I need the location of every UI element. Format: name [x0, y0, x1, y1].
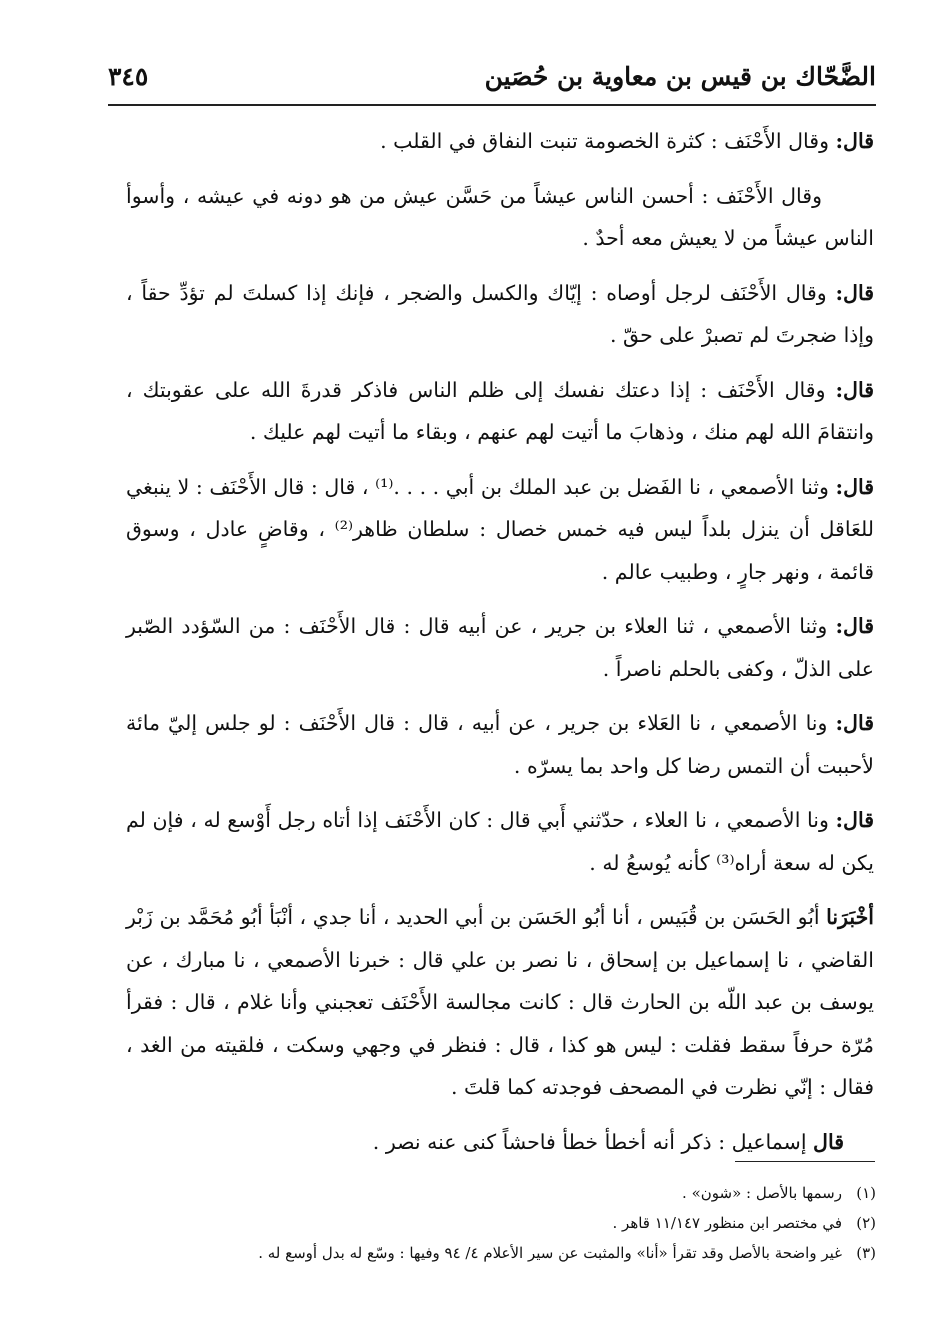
paragraph-text: وثنا الأصمعي ، ثنا العلاء بن جرير ، عن أبيه قال : قال الأَحْنَف : من السّؤدد الصّبر على الذلّ ، وكفى بالحلم ناصراً .	[126, 614, 874, 681]
paragraph-text: وقال الأَحْنَف : أحسن الناس عيشاً من حَسَّن عيش من هو دونه في عيشه ، وأسوأ الناس عيشاً من لا يعيش معه أحدٌ .	[126, 183, 874, 250]
paragraph	[126, 175, 874, 260]
paragraph-lead: أخْبَرَنا	[826, 905, 874, 929]
paragraph-text: ونا الأصمعي ، نا العَلاء بن جرير ، عن أبيه ، قال : قال الأَحْنَف : لو جلس إليّ مائة لأحببت أن التمس رضا كل واحد بما يسرّه .	[126, 711, 874, 778]
paragraph-lead: قال:	[835, 280, 874, 305]
footnote	[150, 1178, 876, 1208]
paragraph-lead: قال:	[835, 808, 874, 832]
paragraph	[126, 466, 874, 594]
paragraph-text: أبُو الحَسَن بن قُبَيس ، أنا أبُو الحَسَن بن أبي الحديد ، أنا جدي ، أنْبَأ أبُو مُحَمَّد بن زَبْر القاضي ، نا إسماعيل بن إسحاق ، نا نصر بن علي قال : خبرنا الأصمعي ، نا مبارك ، عن يوسف بن عبد اللّه بن الحارث قال : كانت مجالسة الأَحْنَف تعجبني وأنا غلام ، قال : فقرأ مُرّة حرفاً سقط فقلت : ليس هو كذا ، قال : فنظر في وجهي وسكت ، فلقيته من الغد ، فقال : إنّي نظرت في المصحف فوجدته كما قلتَ .	[126, 905, 874, 1099]
footnote-text: غير واضحة بالأصل وقد تقرأ «أنا» والمثبت عن سير الأعلام ٤/ ٩٤ وفيها : وسّع له بدل أوسع له .	[258, 1244, 842, 1262]
footnote	[150, 1238, 876, 1268]
paragraph	[126, 120, 874, 163]
page-number: ٣٤٥	[108, 62, 149, 91]
body-text	[126, 120, 874, 1175]
footnote	[150, 1208, 876, 1238]
paragraph	[126, 605, 874, 690]
paragraph-lead: قال:	[835, 614, 874, 638]
paragraph	[126, 369, 874, 454]
paragraph-lead: قال:	[835, 377, 874, 402]
paragraph-text: وقال الأَحْنَف لرجل أوصاه : إيّاك والكسل والضجر ، فإنك إذا كسلتَ لم تؤدِّ حقاً ، وإذا ضجرتَ لم تصبرْ على حقّ .	[126, 280, 874, 347]
paragraph	[126, 799, 874, 884]
footnote-number: (٢)	[856, 1214, 876, 1232]
footnote-number: (١)	[856, 1184, 876, 1202]
footnotes	[150, 1178, 876, 1268]
paragraph-text: وقال الأَحْنَف : كثرة الخصومة تنبت النفاق في القلب .	[380, 129, 836, 153]
footnote-text: في مختصر ابن منظور ١١/١٤٧ قاهر .	[612, 1214, 842, 1232]
paragraph-text: وثنا الأصمعي ، نا الفَضل بن عبد الملك بن أبي . . . .⁽¹⁾ ، قال : قال الأَحْنَف : لا ينبغي للعَاقل أن ينزل بلداً ليس فيه خمس خصال : سلطان ظاهر⁽²⁾ ، وقاضٍ عادل ، وسوق قائمة ، ونهر جارٍ ، وطبيب عالم .	[126, 474, 875, 584]
page-header	[108, 56, 876, 102]
paragraph-text: ونا الأصمعي ، نا العلاء ، حدّثني أَبي قال : كان الأَحْنَف إذا أتاه رجل أَوْسع له ، فإن لم يكن له سعة أراه⁽³⁾ كأنه يُوسعُ له .	[126, 808, 874, 875]
paragraph-text: وقال الأَحْنَف : إذا دعتك نفسك إلى ظلم الناس فاذكر قدرةَ الله على عقوبتك ، وانتقامَ الله لهم منك ، وذهابَ ما أتيت لهم عنهم ، وبقاء ما أتيت لهم عليك .	[126, 377, 874, 444]
paragraph-lead: قال:	[835, 129, 874, 153]
paragraph-lead: قال	[813, 1129, 844, 1154]
footnote-number: (٣)	[856, 1244, 876, 1262]
paragraph	[126, 896, 874, 1109]
paragraph-text: إسماعيل : ذكر أنه أخطأ خطأ فاحشاً كنى عنه نصر .	[372, 1129, 814, 1154]
paragraph-lead: قال:	[835, 474, 875, 499]
header-rule	[108, 104, 876, 106]
footnote-text: رسمها بالأصل : «شون» .	[682, 1184, 842, 1202]
running-title: الضَّحّاك بن قيس بن معاوية بن حُصَين	[484, 62, 876, 91]
paragraph	[126, 272, 874, 357]
paragraph	[126, 1121, 874, 1164]
footnote-rule	[735, 1161, 875, 1162]
paragraph	[126, 702, 874, 787]
paragraph-lead: قال:	[835, 711, 874, 735]
